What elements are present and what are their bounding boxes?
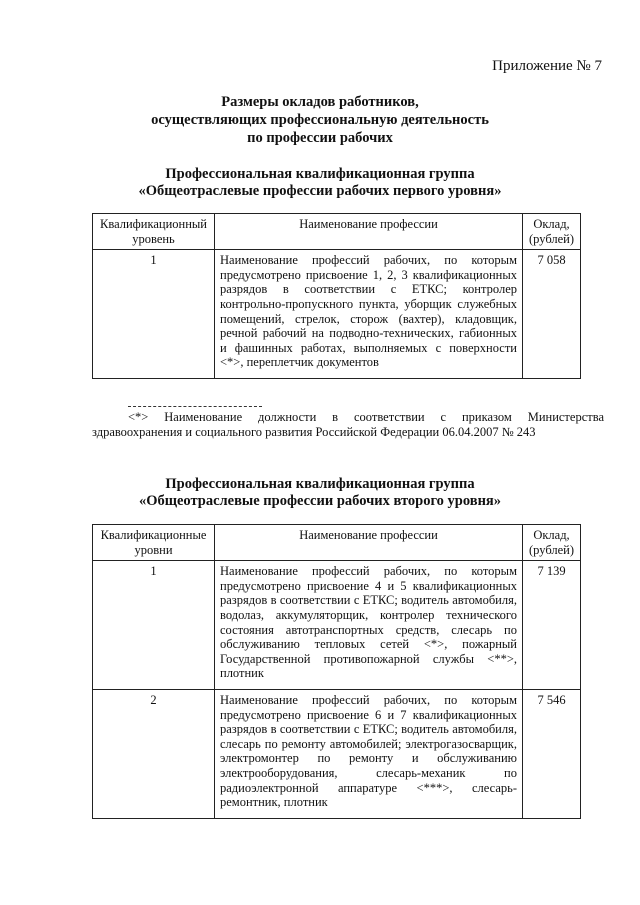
group1-title bbox=[0, 166, 640, 200]
footnote: <*> Наименование должности в соответствии с приказом Министерства здравоохранения и социального развития Российской Федерации 06.04.2007 № 243 bbox=[92, 410, 604, 439]
group2-row2-name: Наименование профессий рабочих, по которым предусмотрено присвоение 6 и 7 квалификационных разрядов в соответствии с ЕТКС; водитель автомобиля, слесарь по ремонту автомобилей; электрогазосварщик, электромонтер по ремонту и обслуживанию электрооборудования, слесарь-механик по радиоэлектронной аппаратуре <***>, слесарь-ремонтник, плотник bbox=[215, 689, 523, 818]
group2-row2-pay: 7 546 bbox=[523, 689, 581, 818]
group1-row1-pay: 7 058 bbox=[523, 250, 581, 379]
document-title-line-1: Размеры окладов работников, bbox=[221, 94, 419, 110]
group2-title-line-1: Профессиональная квалификационная группа bbox=[165, 476, 475, 492]
group2-title-line-2: «Общеотраслевые профессии рабочих второго уровня» bbox=[138, 493, 502, 509]
group1-table bbox=[92, 213, 581, 379]
group1-title-line-1: Профессиональная квалификационная группа bbox=[165, 166, 475, 182]
table-row bbox=[93, 689, 581, 818]
table-row bbox=[93, 561, 581, 690]
group2-row1-pay: 7 139 bbox=[523, 561, 581, 690]
group1-table-header bbox=[93, 214, 581, 250]
group2-header-level: Квалификационные уровни bbox=[93, 525, 215, 561]
document-title-line-3: по профессии рабочих bbox=[247, 130, 393, 146]
group2-header-pay: Оклад, (рублей) bbox=[523, 525, 581, 561]
group2-row2-level: 2 bbox=[93, 689, 215, 818]
document-title-line-2: осуществляющих профессиональную деятельность bbox=[151, 112, 489, 128]
group2-header-name: Наименование профессии bbox=[215, 525, 523, 561]
group2-title bbox=[0, 476, 640, 510]
group2-table bbox=[92, 524, 581, 819]
document-title bbox=[0, 93, 640, 147]
group1-row1-level: 1 bbox=[93, 250, 215, 379]
group2-row1-level: 1 bbox=[93, 561, 215, 690]
group1-title-line-2: «Общеотраслевые профессии рабочих первого уровня» bbox=[138, 183, 502, 199]
table-row bbox=[93, 250, 581, 379]
group1-header-name: Наименование профессии bbox=[215, 214, 523, 250]
footnote-separator bbox=[128, 406, 262, 407]
group1-row1-name: Наименование профессий рабочих, по которым предусмотрено присвоение 1, 2, 3 квалификационных разрядов в соответствии с ЕТКС; контролер контрольно-пропускного пункта, уборщик служебных помещений, стрелок, сторож (вахтер), кладовщик, речной рабочий на подводно-технических, габионных и фашинных работах, выполняемых с поверхности <*>, переплетчик документов bbox=[215, 250, 523, 379]
appendix-label: Приложение № 7 bbox=[492, 58, 602, 74]
group2-row1-name: Наименование профессий рабочих, по которым предусмотрено присвоение 4 и 5 квалификационных разрядов в соответствии с ЕТКС; водитель автомобиля, водолаз, аккумуляторщик, контролер технического состояния автотранспортных средств, слесарь по обслуживанию тепловых сетей <*>, пожарный Государственной противопожарной службы <**>, плотник bbox=[215, 561, 523, 690]
group1-header-level: Квалификационный уровень bbox=[93, 214, 215, 250]
group1-header-pay: Оклад, (рублей) bbox=[523, 214, 581, 250]
group2-table-header bbox=[93, 525, 581, 561]
